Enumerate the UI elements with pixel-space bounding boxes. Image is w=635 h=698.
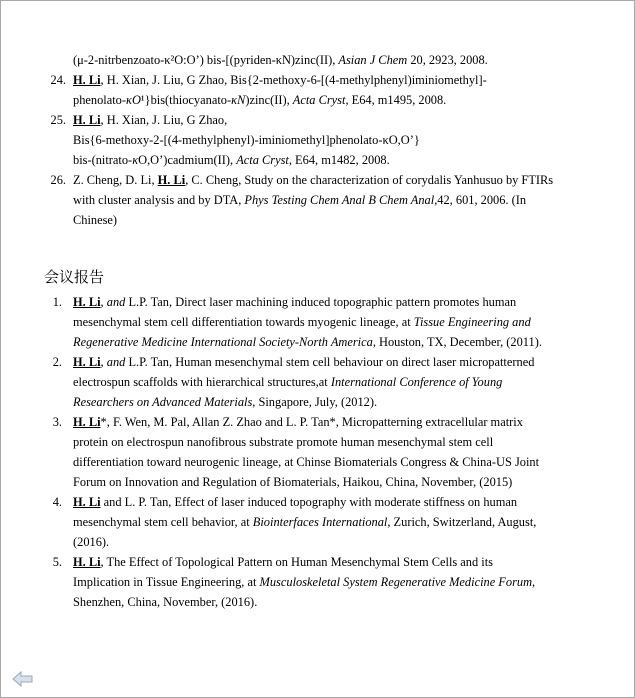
text-run: L.P. Tan, Human mesenchymal stem cell behaviour on direct laser micropatterned — [125, 355, 535, 369]
author-highlight: H. Li — [73, 113, 101, 127]
text-run: Implication in Tissue Engineering, at — [73, 575, 260, 589]
conference-item — [0, 292, 635, 352]
italic-text: International Conference of Young — [330, 375, 503, 389]
publication-item — [0, 50, 635, 70]
text-line — [73, 90, 635, 110]
author-highlight: H. Li — [157, 173, 186, 187]
text-run: O,O’)cadmium(II), — [138, 153, 237, 167]
text-run: differentiation toward neurogenic lineage, at Chinse Biomaterials Congress & China-US Joint — [73, 455, 540, 469]
text-line — [73, 392, 635, 412]
item-text — [73, 292, 635, 352]
text-line — [73, 592, 635, 612]
text-line — [73, 170, 635, 190]
italic-text: and — [106, 355, 126, 369]
italic-text: κO — [126, 93, 141, 107]
text-run: Forum on Innovation and Regulation of Biomaterials, Haikou, China, November, (2015) — [73, 475, 513, 489]
publication-item — [0, 70, 635, 110]
conference-list — [0, 292, 635, 612]
item-number: 2. — [52, 355, 62, 369]
italic-text: Musculoskeletal System Regenerative Medicine Forum, — [259, 575, 536, 589]
italic-text: Acta Cryst — [236, 153, 289, 167]
text-line — [73, 130, 635, 150]
text-run: }bis(thiocyanato- — [144, 93, 232, 107]
section-heading-conference: 会议报告 — [44, 268, 105, 286]
text-line — [73, 190, 635, 210]
text-run: , E64, m1495, 2008. — [345, 93, 447, 107]
text-line — [73, 50, 635, 70]
italic-text: κ — [132, 153, 139, 167]
item-text — [73, 552, 635, 612]
author-highlight: H. Li — [73, 555, 101, 569]
left-arrow-icon[interactable] — [12, 670, 34, 688]
text-run: , H. Xian, J. Liu, G Zhao, Bis{2-methoxy-6-[(4-methylphenyl)iminiomethyl]- — [100, 73, 487, 87]
text-run: Shenzhen, China, November, (2016). — [73, 595, 258, 609]
text-run: )zinc(II), — [245, 93, 293, 107]
text-run: protein on electrospun nanofibrous substrate promote human mesenchymal stem cell — [73, 435, 494, 449]
text-line — [73, 492, 635, 512]
italic-text: and — [106, 295, 126, 309]
conference-item — [0, 552, 635, 612]
text-line — [73, 432, 635, 452]
text-run: electrospun scaffolds with hierarchical structures,at — [73, 375, 331, 389]
italic-text: κN — [231, 93, 246, 107]
item-number: 4. — [52, 495, 62, 509]
text-run: and L. P. Tan, Effect of laser induced topography with moderate stiffness on human — [100, 495, 518, 509]
text-run: , Zurich, Switzerland, August, — [387, 515, 537, 529]
item-text — [73, 352, 635, 412]
italic-text: Asian J Chem — [338, 53, 408, 67]
item-text — [73, 110, 635, 170]
italic-text: Acta Cryst — [292, 93, 346, 107]
text-run: Z. Cheng, D. Li, — [73, 173, 158, 187]
item-text — [73, 70, 635, 110]
text-run: ,42, 601, 2006. (In — [434, 193, 527, 207]
author-highlight: H. Li — [73, 355, 101, 369]
text-run: mesenchymal stem cell behavior, at — [73, 515, 253, 529]
author-highlight: H. Li — [73, 73, 101, 87]
text-run: ¹ — [140, 93, 145, 107]
author-highlight: H. Li — [73, 415, 101, 429]
text-run: Bis{6-methoxy-2-[(4-methylphenyl)-iminiomethyl]phenolato-κO,O’} — [73, 133, 420, 147]
author-highlight: H. Li — [73, 495, 101, 509]
text-run: *, F. Wen, M. Pal, Allan Z. Zhao and L. P. Tan*, Micropatterning extracellular matrix — [100, 415, 523, 429]
text-line — [73, 532, 635, 552]
text-run: (μ-2-nitrbenzoato-κ²O:O’) bis-[(pyriden-κN)zinc(II), — [73, 53, 339, 67]
text-run: , H. Xian, J. Liu, G Zhao, — [100, 113, 228, 127]
publication-list — [0, 50, 635, 230]
text-line — [73, 110, 635, 130]
item-text — [73, 412, 635, 492]
text-line — [73, 452, 635, 472]
text-run: mesenchymal stem cell differentiation towards myogenic lineage, at — [73, 315, 414, 329]
text-line — [73, 292, 635, 312]
conference-item — [0, 412, 635, 492]
text-run: 20, 2923, 2008. — [407, 53, 488, 67]
text-run: Chinese) — [73, 213, 118, 227]
text-run: , E64, m1482, 2008. — [288, 153, 390, 167]
item-number: 24. — [50, 73, 66, 87]
text-line — [73, 472, 635, 492]
text-line — [73, 552, 635, 572]
conference-item — [0, 352, 635, 412]
italic-text: Biointerfaces International — [252, 515, 388, 529]
text-line — [73, 150, 635, 170]
item-number: 26. — [50, 173, 66, 187]
italic-text: Researchers on Advanced Materials — [73, 395, 253, 409]
text-run: , Houston, TX, December, (2011). — [372, 335, 542, 349]
text-line — [73, 372, 635, 392]
item-text — [73, 50, 635, 70]
publication-item — [0, 110, 635, 170]
item-text — [73, 492, 635, 552]
italic-text: Regenerative Medicine International Society-North America — [73, 335, 373, 349]
text-line — [73, 332, 635, 352]
text-run: , — [100, 355, 107, 369]
conference-item — [0, 492, 635, 552]
item-number: 25. — [50, 113, 66, 127]
italic-text: Phys Testing Chem Anal B Chem Anal — [244, 193, 435, 207]
text-line — [73, 512, 635, 532]
text-run: L.P. Tan, Direct laser machining induced topographic pattern promotes human — [125, 295, 517, 309]
author-highlight: H. Li — [73, 295, 101, 309]
text-line — [73, 70, 635, 90]
text-run: phenolato- — [73, 93, 126, 107]
italic-text: Tissue Engineering and — [413, 315, 531, 329]
item-number: 1. — [52, 295, 62, 309]
text-line — [73, 210, 635, 230]
text-run: , Singapore, July, (2012). — [252, 395, 378, 409]
text-run: , — [100, 295, 107, 309]
text-line — [73, 312, 635, 332]
item-number: 5. — [52, 555, 62, 569]
text-run: (2016). — [73, 535, 110, 549]
item-number: 3. — [52, 415, 62, 429]
publication-item — [0, 170, 635, 230]
item-text — [73, 170, 635, 230]
text-line — [73, 412, 635, 432]
text-line — [73, 572, 635, 592]
text-run: , The Effect of Topological Pattern on Human Mesenchymal Stem Cells and its — [100, 555, 494, 569]
text-line — [73, 352, 635, 372]
text-run: bis-(nitrato- — [73, 153, 133, 167]
text-run: , C. Cheng, Study on the characterization of corydalis Yanhusuo by FTIRs — [185, 173, 554, 187]
text-run: with cluster analysis and by DTA, — [73, 193, 245, 207]
